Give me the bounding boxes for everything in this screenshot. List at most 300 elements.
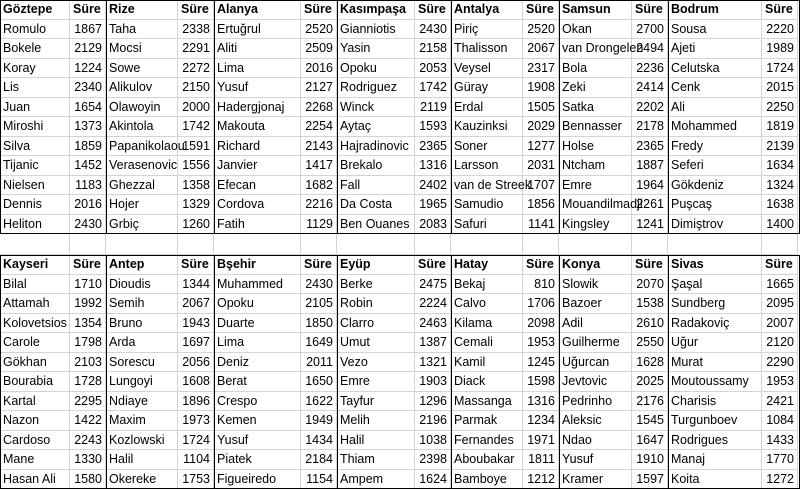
minutes-cell[interactable]: 1859 — [70, 137, 106, 157]
player-name-cell[interactable]: Brekalo — [337, 156, 415, 176]
player-name-cell[interactable]: Kozlowski — [106, 431, 178, 451]
empty-cell[interactable] — [523, 234, 559, 255]
minutes-cell[interactable]: 1329 — [178, 195, 214, 215]
player-name-cell[interactable]: Tijanic — [0, 156, 70, 176]
player-name-cell[interactable]: Güray — [451, 78, 523, 98]
player-name-cell[interactable]: Berat — [214, 372, 301, 392]
minutes-cell[interactable]: 1850 — [301, 314, 337, 334]
player-name-cell[interactable]: Okereke — [106, 470, 178, 490]
minutes-cell[interactable]: 1650 — [301, 372, 337, 392]
empty-cell[interactable] — [214, 234, 301, 255]
empty-cell[interactable] — [0, 234, 70, 255]
minutes-cell[interactable]: 1272 — [762, 470, 798, 490]
player-name-cell[interactable]: Grbiç — [106, 215, 178, 235]
minutes-cell[interactable]: 1545 — [632, 411, 668, 431]
team-name-header[interactable]: Sivas — [668, 255, 762, 275]
player-name-cell[interactable]: Da Costa — [337, 195, 415, 215]
player-name-cell[interactable]: Hasan Ali — [0, 470, 70, 490]
minutes-cell[interactable]: 2095 — [762, 294, 798, 314]
minutes-cell[interactable]: 2000 — [178, 98, 214, 118]
player-name-cell[interactable]: Yasin — [337, 39, 415, 59]
minutes-cell[interactable]: 1373 — [70, 117, 106, 137]
player-name-cell[interactable]: Fernandes — [451, 431, 523, 451]
minutes-cell[interactable]: 2067 — [178, 294, 214, 314]
minutes-cell[interactable]: 1387 — [415, 333, 451, 353]
player-name-cell[interactable]: Okan — [559, 20, 632, 40]
player-name-cell[interactable]: Zeki — [559, 78, 632, 98]
player-name-cell[interactable]: Ntcham — [559, 156, 632, 176]
team-name-header[interactable]: Rize — [106, 0, 178, 20]
player-name-cell[interactable]: Deniz — [214, 353, 301, 373]
player-name-cell[interactable]: Fredy — [668, 137, 762, 157]
player-name-cell[interactable]: Duarte — [214, 314, 301, 334]
team-name-header[interactable]: Alanya — [214, 0, 301, 20]
player-name-cell[interactable]: Taha — [106, 20, 178, 40]
player-name-cell[interactable]: Rodriguez — [337, 78, 415, 98]
player-name-cell[interactable]: Uğurcan — [559, 353, 632, 373]
minutes-cell[interactable]: 1724 — [178, 431, 214, 451]
minutes-cell[interactable]: 2340 — [70, 78, 106, 98]
minutes-cell[interactable]: 1624 — [415, 470, 451, 490]
team-name-header[interactable]: Samsun — [559, 0, 632, 20]
minutes-cell[interactable]: 1654 — [70, 98, 106, 118]
minutes-cell[interactable]: 1354 — [70, 314, 106, 334]
minutes-cell[interactable]: 1819 — [762, 117, 798, 137]
minutes-cell[interactable]: 1908 — [523, 78, 559, 98]
minutes-cell[interactable]: 2520 — [301, 20, 337, 40]
player-name-cell[interactable]: Lis — [0, 78, 70, 98]
team-name-header[interactable]: Kayseri — [0, 255, 70, 275]
player-name-cell[interactable]: Sundberg — [668, 294, 762, 314]
player-name-cell[interactable]: Richard — [214, 137, 301, 157]
minutes-cell[interactable]: 1277 — [523, 137, 559, 157]
minutes-cell[interactable]: 2224 — [415, 294, 451, 314]
player-name-cell[interactable]: Cardoso — [0, 431, 70, 451]
minutes-cell[interactable]: 1183 — [70, 176, 106, 196]
player-name-cell[interactable]: Emre — [559, 176, 632, 196]
player-name-cell[interactable]: Nazon — [0, 411, 70, 431]
minutes-cell[interactable]: 2338 — [178, 20, 214, 40]
minutes-cell[interactable]: 1245 — [523, 353, 559, 373]
minutes-cell[interactable]: 2053 — [415, 59, 451, 79]
minutes-cell[interactable]: 1798 — [70, 333, 106, 353]
minutes-cell[interactable]: 1316 — [523, 392, 559, 412]
player-name-cell[interactable]: Celutska — [668, 59, 762, 79]
player-name-cell[interactable]: Ertuğrul — [214, 20, 301, 40]
player-name-cell[interactable]: Kamil — [451, 353, 523, 373]
player-name-cell[interactable]: Carole — [0, 333, 70, 353]
minutes-cell[interactable]: 2015 — [762, 78, 798, 98]
minutes-cell[interactable]: 2365 — [632, 137, 668, 157]
player-name-cell[interactable]: Massanga — [451, 392, 523, 412]
player-name-cell[interactable]: Uğur — [668, 333, 762, 353]
player-name-cell[interactable]: Dennis — [0, 195, 70, 215]
player-name-cell[interactable]: Efecan — [214, 176, 301, 196]
minutes-cell[interactable]: 1608 — [178, 372, 214, 392]
minutes-cell[interactable]: 1638 — [762, 195, 798, 215]
minutes-cell[interactable]: 1634 — [762, 156, 798, 176]
minutes-cell[interactable]: 1971 — [523, 431, 559, 451]
player-name-cell[interactable]: Attamah — [0, 294, 70, 314]
player-name-cell[interactable]: Bennasser — [559, 117, 632, 137]
minutes-cell[interactable]: 1707 — [523, 176, 559, 196]
minutes-cell[interactable]: 1452 — [70, 156, 106, 176]
minutes-cell[interactable]: 1943 — [178, 314, 214, 334]
player-name-cell[interactable]: Halil — [106, 450, 178, 470]
player-name-cell[interactable]: Kauzinksi — [451, 117, 523, 137]
player-name-cell[interactable]: Ampem — [337, 470, 415, 490]
empty-cell[interactable] — [337, 234, 415, 255]
minutes-cell[interactable]: 1330 — [70, 450, 106, 470]
minutes-cell[interactable]: 2105 — [301, 294, 337, 314]
minutes-cell[interactable]: 2216 — [301, 195, 337, 215]
player-name-cell[interactable]: Mane — [0, 450, 70, 470]
minutes-cell[interactable]: 2031 — [523, 156, 559, 176]
player-name-cell[interactable]: Arda — [106, 333, 178, 353]
minutes-cell[interactable]: 1770 — [762, 450, 798, 470]
minutes-cell[interactable]: 2025 — [632, 372, 668, 392]
team-name-header[interactable]: Antalya — [451, 0, 523, 20]
minutes-cell[interactable]: 2509 — [301, 39, 337, 59]
player-name-cell[interactable]: Yusuf — [214, 78, 301, 98]
minutes-cell[interactable]: 2494 — [632, 39, 668, 59]
minutes-cell[interactable]: 2083 — [415, 215, 451, 235]
player-name-cell[interactable]: Veysel — [451, 59, 523, 79]
minutes-cell[interactable]: 1580 — [70, 470, 106, 490]
minutes-cell[interactable]: 2139 — [762, 137, 798, 157]
minutes-cell[interactable]: 1622 — [301, 392, 337, 412]
minutes-cell[interactable]: 1591 — [178, 137, 214, 157]
player-name-cell[interactable]: Bourabia — [0, 372, 70, 392]
minutes-cell[interactable]: 1084 — [762, 411, 798, 431]
player-name-cell[interactable]: van Drongelen — [559, 39, 632, 59]
player-name-cell[interactable]: Opoku — [337, 59, 415, 79]
player-name-cell[interactable]: Mouandilmadji — [559, 195, 632, 215]
player-name-cell[interactable]: Guilherme — [559, 333, 632, 353]
sure-column-header[interactable]: Süre — [762, 0, 798, 20]
player-name-cell[interactable]: Slowik — [559, 275, 632, 295]
minutes-cell[interactable]: 2127 — [301, 78, 337, 98]
player-name-cell[interactable]: Kemen — [214, 411, 301, 431]
minutes-cell[interactable]: 2016 — [301, 59, 337, 79]
sure-column-header[interactable]: Süre — [178, 255, 214, 275]
player-name-cell[interactable]: Heliton — [0, 215, 70, 235]
player-name-cell[interactable]: Clarro — [337, 314, 415, 334]
minutes-cell[interactable]: 2430 — [70, 215, 106, 235]
player-name-cell[interactable]: Bekaj — [451, 275, 523, 295]
player-name-cell[interactable]: Olawoyin — [106, 98, 178, 118]
minutes-cell[interactable]: 2268 — [301, 98, 337, 118]
sure-column-header[interactable]: Süre — [301, 0, 337, 20]
minutes-cell[interactable]: 1989 — [762, 39, 798, 59]
player-name-cell[interactable]: Erdal — [451, 98, 523, 118]
player-name-cell[interactable]: Thiam — [337, 450, 415, 470]
player-name-cell[interactable]: Bazoer — [559, 294, 632, 314]
minutes-cell[interactable]: 1212 — [523, 470, 559, 490]
minutes-cell[interactable]: 1400 — [762, 215, 798, 235]
minutes-cell[interactable]: 1556 — [178, 156, 214, 176]
team-name-header[interactable]: Bodrum — [668, 0, 762, 20]
player-name-cell[interactable]: Diack — [451, 372, 523, 392]
player-name-cell[interactable]: Tayfur — [337, 392, 415, 412]
minutes-cell[interactable]: 1742 — [178, 117, 214, 137]
player-name-cell[interactable]: Murat — [668, 353, 762, 373]
minutes-cell[interactable]: 2067 — [523, 39, 559, 59]
player-name-cell[interactable]: Turgunboev — [668, 411, 762, 431]
minutes-cell[interactable]: 1104 — [178, 450, 214, 470]
minutes-cell[interactable]: 2158 — [415, 39, 451, 59]
player-name-cell[interactable]: Akintola — [106, 117, 178, 137]
empty-cell[interactable] — [762, 234, 798, 255]
minutes-cell[interactable]: 1953 — [523, 333, 559, 353]
player-name-cell[interactable]: Jevtovic — [559, 372, 632, 392]
player-name-cell[interactable]: Aleksic — [559, 411, 632, 431]
minutes-cell[interactable]: 1903 — [415, 372, 451, 392]
minutes-cell[interactable]: 1597 — [632, 470, 668, 490]
player-name-cell[interactable]: Romulo — [0, 20, 70, 40]
empty-cell[interactable] — [668, 234, 762, 255]
player-name-cell[interactable]: Silva — [0, 137, 70, 157]
player-name-cell[interactable]: Soner — [451, 137, 523, 157]
minutes-cell[interactable]: 1224 — [70, 59, 106, 79]
minutes-cell[interactable]: 2202 — [632, 98, 668, 118]
minutes-cell[interactable]: 1965 — [415, 195, 451, 215]
player-name-cell[interactable]: Hajradinovic — [337, 137, 415, 157]
minutes-cell[interactable]: 2196 — [415, 411, 451, 431]
minutes-cell[interactable]: 2150 — [178, 78, 214, 98]
player-name-cell[interactable]: Koray — [0, 59, 70, 79]
minutes-cell[interactable]: 2550 — [632, 333, 668, 353]
player-name-cell[interactable]: Janvier — [214, 156, 301, 176]
minutes-cell[interactable]: 2430 — [301, 275, 337, 295]
player-name-cell[interactable]: Cemali — [451, 333, 523, 353]
minutes-cell[interactable]: 2143 — [301, 137, 337, 157]
minutes-cell[interactable]: 1434 — [301, 431, 337, 451]
minutes-cell[interactable]: 1742 — [415, 78, 451, 98]
minutes-cell[interactable]: 1682 — [301, 176, 337, 196]
empty-cell[interactable] — [106, 234, 178, 255]
player-name-cell[interactable]: van de Streek — [451, 176, 523, 196]
player-name-cell[interactable]: Lungoyi — [106, 372, 178, 392]
minutes-cell[interactable]: 1697 — [178, 333, 214, 353]
minutes-cell[interactable]: 1856 — [523, 195, 559, 215]
minutes-cell[interactable]: 1296 — [415, 392, 451, 412]
minutes-cell[interactable]: 1964 — [632, 176, 668, 196]
player-name-cell[interactable]: Vezo — [337, 353, 415, 373]
player-name-cell[interactable]: Sowe — [106, 59, 178, 79]
player-name-cell[interactable]: Dimiştrov — [668, 215, 762, 235]
minutes-cell[interactable]: 2475 — [415, 275, 451, 295]
empty-cell[interactable] — [451, 234, 523, 255]
minutes-cell[interactable]: 1628 — [632, 353, 668, 373]
player-name-cell[interactable]: Robin — [337, 294, 415, 314]
player-name-cell[interactable]: Gianniotis — [337, 20, 415, 40]
minutes-cell[interactable]: 1887 — [632, 156, 668, 176]
minutes-cell[interactable]: 1260 — [178, 215, 214, 235]
minutes-cell[interactable]: 2176 — [632, 392, 668, 412]
player-name-cell[interactable]: Bilal — [0, 275, 70, 295]
minutes-cell[interactable]: 1154 — [301, 470, 337, 490]
player-name-cell[interactable]: Kingsley — [559, 215, 632, 235]
minutes-cell[interactable]: 2178 — [632, 117, 668, 137]
player-name-cell[interactable]: Hojer — [106, 195, 178, 215]
player-name-cell[interactable]: Gökhan — [0, 353, 70, 373]
sure-column-header[interactable]: Süre — [301, 255, 337, 275]
player-name-cell[interactable]: Winck — [337, 98, 415, 118]
team-name-header[interactable]: Hatay — [451, 255, 523, 275]
minutes-cell[interactable]: 2220 — [762, 20, 798, 40]
player-name-cell[interactable]: Rodrigues — [668, 431, 762, 451]
minutes-cell[interactable]: 1992 — [70, 294, 106, 314]
player-name-cell[interactable]: Koita — [668, 470, 762, 490]
minutes-cell[interactable]: 2243 — [70, 431, 106, 451]
minutes-cell[interactable]: 2119 — [415, 98, 451, 118]
sure-column-header[interactable]: Süre — [523, 0, 559, 20]
player-name-cell[interactable]: Lima — [214, 333, 301, 353]
player-name-cell[interactable]: Fatih — [214, 215, 301, 235]
empty-cell[interactable] — [632, 234, 668, 255]
minutes-cell[interactable]: 1321 — [415, 353, 451, 373]
player-name-cell[interactable]: Miroshi — [0, 117, 70, 137]
minutes-cell[interactable]: 1433 — [762, 431, 798, 451]
minutes-cell[interactable]: 1953 — [762, 372, 798, 392]
sure-column-header[interactable]: Süre — [70, 255, 106, 275]
minutes-cell[interactable]: 1910 — [632, 450, 668, 470]
player-name-cell[interactable]: Hadergjonaj — [214, 98, 301, 118]
minutes-cell[interactable]: 2610 — [632, 314, 668, 334]
minutes-cell[interactable]: 2402 — [415, 176, 451, 196]
player-name-cell[interactable]: Kramer — [559, 470, 632, 490]
minutes-cell[interactable]: 1538 — [632, 294, 668, 314]
player-name-cell[interactable]: Kilama — [451, 314, 523, 334]
minutes-cell[interactable]: 1234 — [523, 411, 559, 431]
player-name-cell[interactable]: Adil — [559, 314, 632, 334]
player-name-cell[interactable]: Pedrinho — [559, 392, 632, 412]
player-name-cell[interactable]: Aboubakar — [451, 450, 523, 470]
player-name-cell[interactable]: Lima — [214, 59, 301, 79]
sure-column-header[interactable]: Süre — [415, 255, 451, 275]
empty-cell[interactable] — [415, 234, 451, 255]
minutes-cell[interactable]: 1505 — [523, 98, 559, 118]
team-name-header[interactable]: Bşehir — [214, 255, 301, 275]
sure-column-header[interactable]: Süre — [632, 0, 668, 20]
player-name-cell[interactable]: Nielsen — [0, 176, 70, 196]
minutes-cell[interactable]: 2421 — [762, 392, 798, 412]
player-name-cell[interactable]: Yusuf — [559, 450, 632, 470]
player-name-cell[interactable]: Aliti — [214, 39, 301, 59]
minutes-cell[interactable]: 2184 — [301, 450, 337, 470]
player-name-cell[interactable]: Aytaç — [337, 117, 415, 137]
minutes-cell[interactable]: 2103 — [70, 353, 106, 373]
player-name-cell[interactable]: Opoku — [214, 294, 301, 314]
player-name-cell[interactable]: Bruno — [106, 314, 178, 334]
player-name-cell[interactable]: Ali — [668, 98, 762, 118]
minutes-cell[interactable]: 1896 — [178, 392, 214, 412]
player-name-cell[interactable]: Yusuf — [214, 431, 301, 451]
minutes-cell[interactable]: 1141 — [523, 215, 559, 235]
minutes-cell[interactable]: 2070 — [632, 275, 668, 295]
team-name-header[interactable]: Eyüp — [337, 255, 415, 275]
player-name-cell[interactable]: Halil — [337, 431, 415, 451]
player-name-cell[interactable]: Calvo — [451, 294, 523, 314]
player-name-cell[interactable]: Emre — [337, 372, 415, 392]
minutes-cell[interactable]: 2291 — [178, 39, 214, 59]
player-name-cell[interactable]: Dioudis — [106, 275, 178, 295]
minutes-cell[interactable]: 1358 — [178, 176, 214, 196]
sure-column-header[interactable]: Süre — [178, 0, 214, 20]
player-name-cell[interactable]: Cenk — [668, 78, 762, 98]
player-name-cell[interactable]: Satka — [559, 98, 632, 118]
minutes-cell[interactable]: 2290 — [762, 353, 798, 373]
minutes-cell[interactable]: 1706 — [523, 294, 559, 314]
minutes-cell[interactable]: 1753 — [178, 470, 214, 490]
minutes-cell[interactable]: 2029 — [523, 117, 559, 137]
player-name-cell[interactable]: Manaj — [668, 450, 762, 470]
minutes-cell[interactable]: 2430 — [415, 20, 451, 40]
player-name-cell[interactable]: Semih — [106, 294, 178, 314]
minutes-cell[interactable]: 1316 — [415, 156, 451, 176]
minutes-cell[interactable]: 2098 — [523, 314, 559, 334]
player-name-cell[interactable]: Larsson — [451, 156, 523, 176]
player-name-cell[interactable]: Figueiredo — [214, 470, 301, 490]
player-name-cell[interactable]: Verasenovic — [106, 156, 178, 176]
player-name-cell[interactable]: Seferi — [668, 156, 762, 176]
player-name-cell[interactable]: Gökdeniz — [668, 176, 762, 196]
sure-column-header[interactable]: Süre — [632, 255, 668, 275]
player-name-cell[interactable]: Kolovetsios — [0, 314, 70, 334]
minutes-cell[interactable]: 810 — [523, 275, 559, 295]
sure-column-header[interactable]: Süre — [415, 0, 451, 20]
minutes-cell[interactable]: 1728 — [70, 372, 106, 392]
minutes-cell[interactable]: 2414 — [632, 78, 668, 98]
minutes-cell[interactable]: 1422 — [70, 411, 106, 431]
team-name-header[interactable]: Göztepe — [0, 0, 70, 20]
player-name-cell[interactable]: Moutoussamy — [668, 372, 762, 392]
player-name-cell[interactable]: Ghezzal — [106, 176, 178, 196]
team-name-header[interactable]: Kasımpaşa — [337, 0, 415, 20]
minutes-cell[interactable]: 1973 — [178, 411, 214, 431]
minutes-cell[interactable]: 1593 — [415, 117, 451, 137]
minutes-cell[interactable]: 2236 — [632, 59, 668, 79]
player-name-cell[interactable]: Melih — [337, 411, 415, 431]
player-name-cell[interactable]: Bamboye — [451, 470, 523, 490]
minutes-cell[interactable]: 2463 — [415, 314, 451, 334]
player-name-cell[interactable]: Muhammed — [214, 275, 301, 295]
player-name-cell[interactable]: Radakoviç — [668, 314, 762, 334]
minutes-cell[interactable]: 2129 — [70, 39, 106, 59]
player-name-cell[interactable]: Cordova — [214, 195, 301, 215]
player-name-cell[interactable]: Papanikolaou — [106, 137, 178, 157]
minutes-cell[interactable]: 1038 — [415, 431, 451, 451]
player-name-cell[interactable]: Bokele — [0, 39, 70, 59]
minutes-cell[interactable]: 2011 — [301, 353, 337, 373]
player-name-cell[interactable]: Safuri — [451, 215, 523, 235]
minutes-cell[interactable]: 2700 — [632, 20, 668, 40]
player-name-cell[interactable]: Maxim — [106, 411, 178, 431]
minutes-cell[interactable]: 1867 — [70, 20, 106, 40]
player-name-cell[interactable]: Ajeti — [668, 39, 762, 59]
minutes-cell[interactable]: 2250 — [762, 98, 798, 118]
player-name-cell[interactable]: Bola — [559, 59, 632, 79]
minutes-cell[interactable]: 2016 — [70, 195, 106, 215]
minutes-cell[interactable]: 2120 — [762, 333, 798, 353]
empty-cell[interactable] — [559, 234, 632, 255]
minutes-cell[interactable]: 2056 — [178, 353, 214, 373]
player-name-cell[interactable]: Kartal — [0, 392, 70, 412]
minutes-cell[interactable]: 2295 — [70, 392, 106, 412]
player-name-cell[interactable]: Ben Ouanes — [337, 215, 415, 235]
player-name-cell[interactable]: Thalisson — [451, 39, 523, 59]
